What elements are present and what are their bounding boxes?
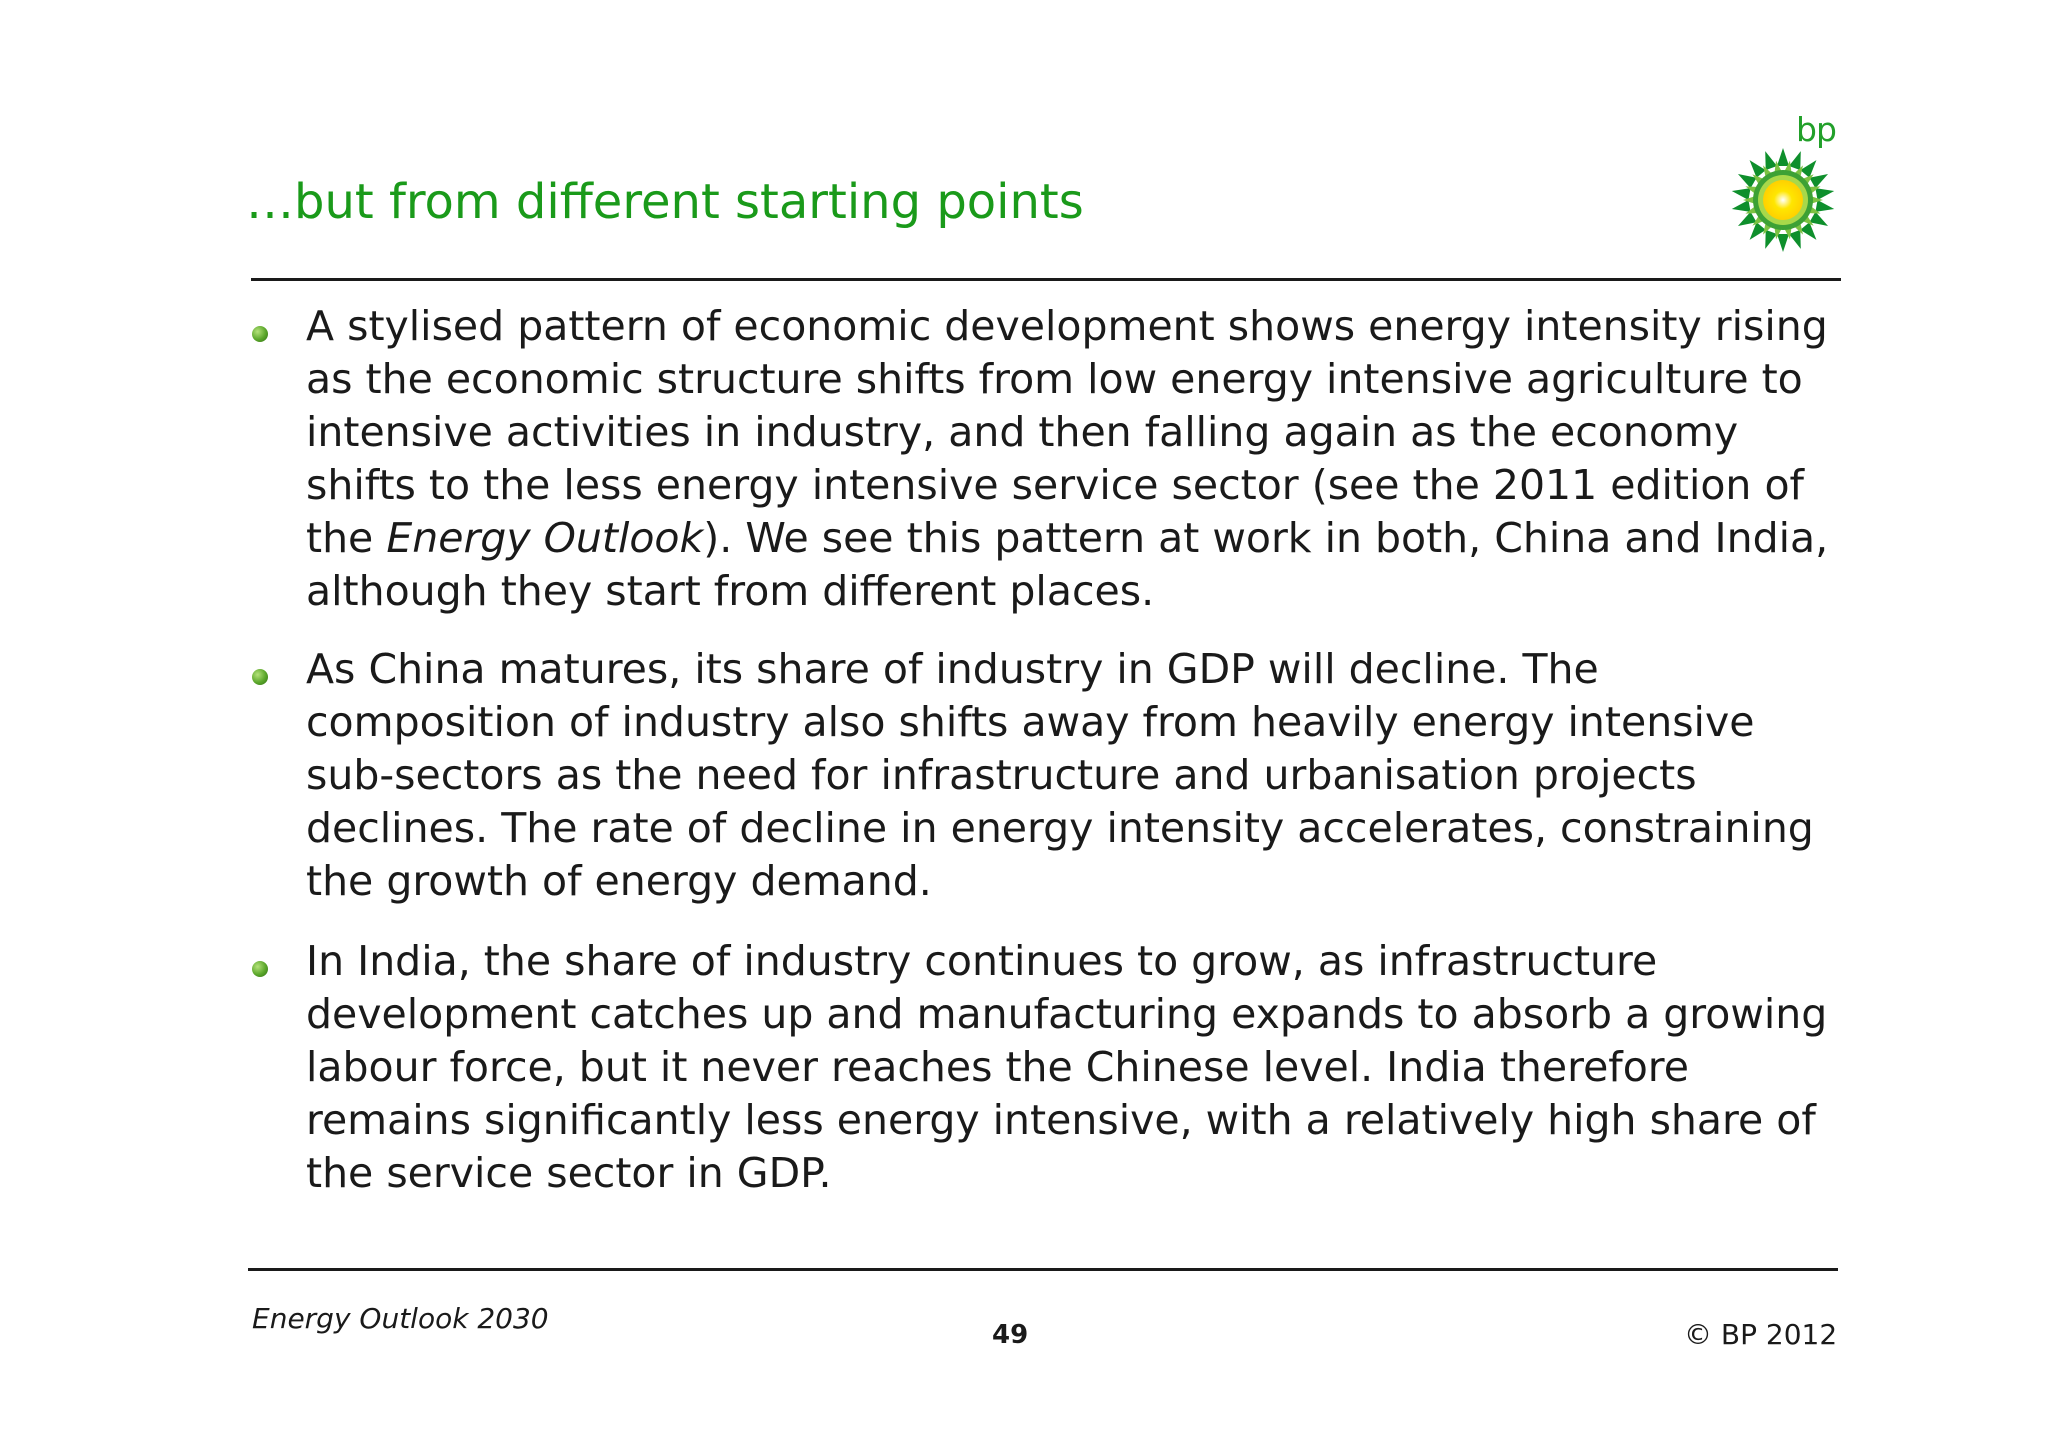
bullet-item-1: [250, 300, 1830, 618]
bullet-1-text-after: ). We see this pattern at work in both, China and India, although they start from different places.: [306, 514, 1829, 615]
bp-logo-wordmark: bp: [1796, 110, 1836, 149]
bullet-3-text: In India, the share of industry continues to grow, as infrastructure development catches up and manufacturing expands to absorb a growing labour force, but it never reaches the Chinese level. India therefore remains significantly less energy intensive, with a relatively high share of the service sector in GDP.: [306, 937, 1828, 1197]
bullet-item-2: [250, 643, 1830, 908]
footer-divider: [248, 1268, 1838, 1271]
bp-helios-logo-icon: [1730, 147, 1836, 253]
title-divider: [251, 278, 1841, 281]
bullet-dot-icon: [252, 669, 268, 685]
page-number: 49: [992, 1320, 1029, 1350]
bullet-list: [250, 300, 1830, 1225]
bullet-1-emphasis: Energy Outlook: [386, 514, 704, 562]
bullet-1-text-before: A stylised pattern of economic development shows energy intensity rising as the economic structure shifts from low energy intensive agriculture to intensive activities in industry, and then falling again as the economy shifts to the less energy intensive service sector (see the 2011 edition of the: [306, 302, 1828, 562]
footer-copyright: © BP 2012: [1684, 1318, 1838, 1351]
bullet-2-text: As China matures, its share of industry in GDP will decline. The composition of industry also shifts away from heavily energy intensive sub-sectors as the need for infrastructure and urbanisation projects declines. The rate of decline in energy intensity accelerates, constraining the growth of energy demand.: [306, 645, 1814, 905]
bullet-dot-icon: [252, 326, 268, 342]
bullet-item-3: [250, 935, 1830, 1200]
footer-publication: Energy Outlook 2030: [252, 1302, 549, 1335]
bullet-dot-icon: [252, 961, 268, 977]
slide-title: …but from different starting points: [246, 174, 1084, 230]
